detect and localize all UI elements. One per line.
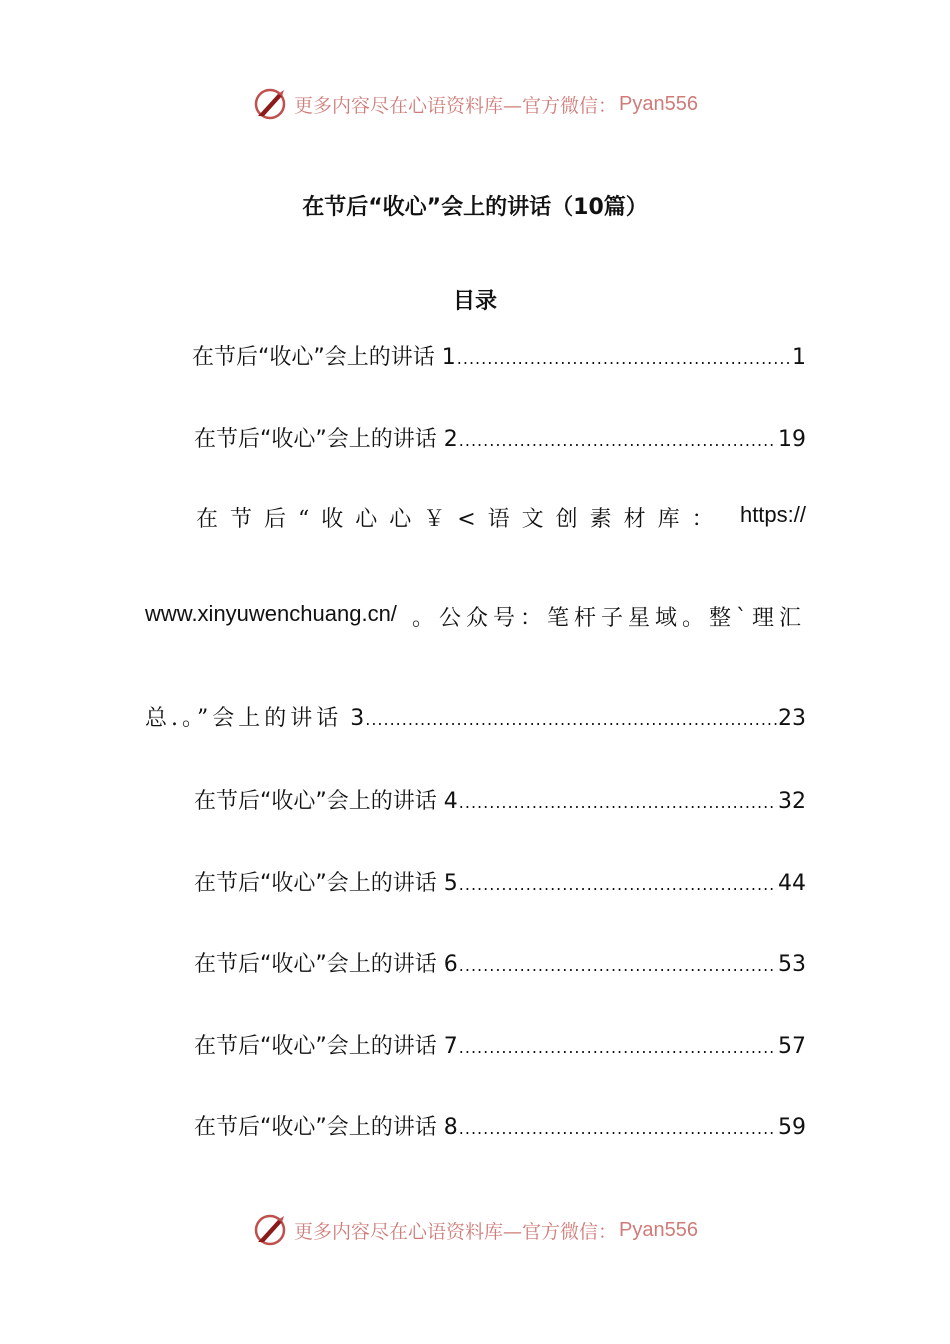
toc-leader-dots (459, 1119, 777, 1138)
header-watermark (0, 84, 950, 124)
toc-entry-1[interactable] (192, 340, 806, 371)
toc-entry-3-text: 在节后“收心心￥<语文创素材库： (196, 507, 726, 532)
watermark-text: 更多内容尽在心语资料库—官方微信： (294, 94, 618, 117)
toc-leader-dots (459, 956, 777, 975)
document-title: 在节后“收心”会上的讲话（10篇） (302, 195, 648, 220)
toc-entry-3-number: 3 (350, 706, 365, 731)
toc-leader-dots (459, 875, 777, 894)
watermark-wechat-id: Pyan556 (619, 1218, 698, 1241)
toc-leader-dots (459, 793, 777, 812)
toc-entry-label: 在节后“收心”会上的讲话 1 (192, 345, 456, 370)
toc-entry-3-text-end: 总.。”会上的讲话 (145, 706, 343, 731)
toc-entry-label: 在节后“收心”会上的讲话 6 (194, 952, 458, 977)
toc-entry-3-line-2[interactable] (145, 601, 806, 632)
toc-entry-page: 53 (778, 952, 806, 977)
toc-entry-page: 57 (778, 1034, 806, 1059)
quill-pen-logo-icon (252, 86, 288, 122)
toc-entry-page: 59 (778, 1115, 806, 1140)
toc-entry-3-url: www.xinyuwenchuang.cn/ (145, 601, 397, 626)
toc-entry-label: 在节后“收心”会上的讲话 4 (194, 789, 458, 814)
toc-entry-3-line-3[interactable] (145, 701, 806, 732)
toc-entry-page: 1 (792, 345, 806, 370)
toc-entry-2[interactable] (194, 422, 806, 453)
toc-entry-5[interactable] (194, 866, 806, 897)
footer-watermark (0, 1210, 950, 1250)
toc-entry-label: 在节后“收心”会上的讲话 8 (194, 1115, 458, 1140)
toc-heading: 目录 (452, 289, 497, 314)
watermark-text: 更多内容尽在心语资料库—官方微信： (294, 1220, 618, 1243)
toc-entry-6[interactable] (194, 947, 806, 978)
toc-entry-3-url-start: https:// (739, 502, 806, 527)
toc-entry-page: 44 (778, 871, 806, 896)
toc-entry-label: 在节后“收心”会上的讲话 2 (194, 427, 458, 452)
toc-entry-3-line-1[interactable] (196, 502, 806, 533)
toc-leader-dots (459, 1038, 777, 1057)
toc-entry-label: 在节后“收心”会上的讲话 7 (194, 1034, 458, 1059)
watermark-wechat-id: Pyan556 (619, 92, 698, 115)
toc-entry-4[interactable] (194, 784, 806, 815)
quill-pen-logo-icon (252, 1212, 288, 1248)
toc-entry-label: 在节后“收心”会上的讲话 5 (194, 871, 458, 896)
toc-entry-page: 23 (778, 706, 806, 731)
toc-entry-3-text-cont: 。公众号：笔杆子星域。整`理汇 (411, 606, 806, 631)
toc-entry-page: 32 (778, 789, 806, 814)
toc-entry-8[interactable] (194, 1110, 806, 1141)
toc-leader-dots (457, 349, 791, 368)
toc-entry-7[interactable] (194, 1029, 806, 1060)
toc-leader-dots (459, 431, 777, 450)
toc-entry-page: 19 (778, 427, 806, 452)
toc-leader-dots (365, 710, 777, 729)
